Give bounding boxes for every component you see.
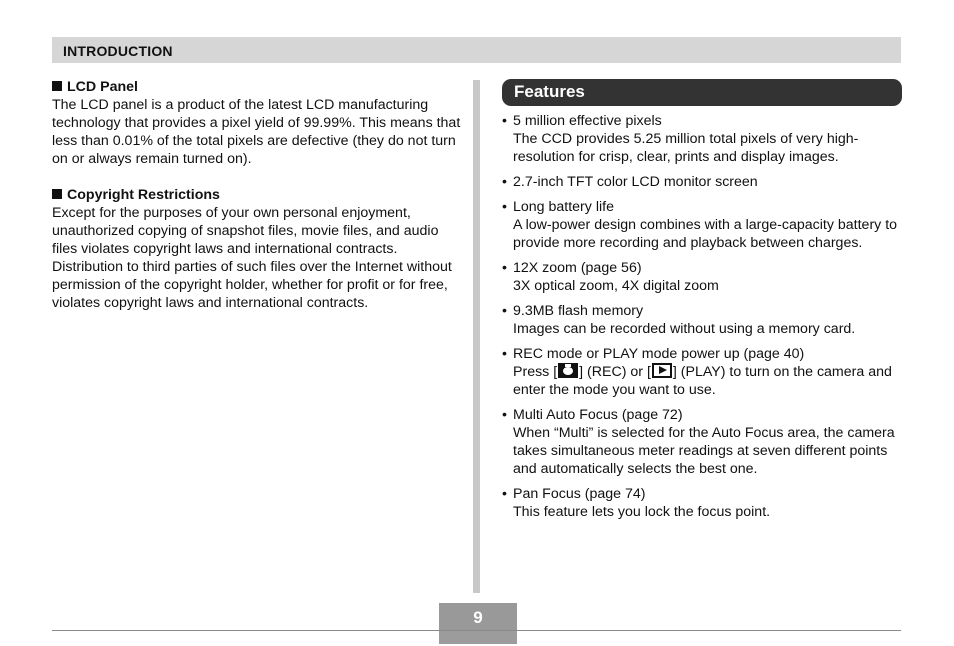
- page-number: 9: [473, 608, 483, 627]
- feature-desc: When “Multi” is selected for the Auto Focus area, the camera takes simultaneous meter readings at seven different points and automatically selects the best one.: [513, 425, 895, 477]
- features-header-bar: [502, 79, 902, 106]
- feature-item: • REC mode or PLAY mode power up (page 40) Press [ ] (REC) or [ ] (PLAY) to turn on the camera and enter the mode you want to use.: [502, 345, 902, 399]
- left-column: [52, 78, 462, 330]
- feature-desc: A low-power design combines with a large-capacity battery to provide more recording and playback between charges.: [513, 217, 898, 251]
- feature-desc: The CCD provides 5.25 million total pixels of very high-resolution for crisp, clear, prints and display images.: [513, 131, 859, 165]
- feature-desc: Press [ ] (REC) or [ ] (PLAY) to turn on the camera and enter the mode you want to use.: [513, 364, 892, 398]
- features-list: [502, 112, 902, 528]
- copyright-para-1: Except for the purposes of your own personal enjoyment, unauthorized copying of snapshot files, movie files, and audio files violates copyright laws and international contracts.: [52, 205, 439, 257]
- square-bullet-icon: [52, 189, 62, 199]
- footer-rule: [52, 630, 901, 631]
- page-number-box: [439, 603, 517, 644]
- feature-desc: Images can be recorded without using a memory card.: [513, 321, 856, 337]
- feature-desc: 3X optical zoom, 4X digital zoom: [513, 278, 719, 294]
- feature-item: • 2.7-inch TFT color LCD monitor screen: [502, 174, 758, 190]
- feature-label: 9.3MB flash memory: [513, 303, 644, 319]
- section-title: INTRODUCTION: [63, 43, 173, 59]
- lcd-panel-heading: LCD Panel: [52, 78, 462, 96]
- feature-label: Pan Focus (page 74): [513, 486, 646, 502]
- feature-item: • Long battery life A low-power design combines with a large-capacity battery to provide more recording and playback between charges.: [502, 198, 902, 252]
- feature-label: 5 million effective pixels: [513, 113, 662, 129]
- copyright-para-2: Distribution to third parties of such files over the Internet without permission of the copyright holder, whether for profit or for free, violates copyright laws and international contracts.: [52, 259, 452, 311]
- copyright-heading: Copyright Restrictions: [52, 186, 462, 204]
- feature-label: Multi Auto Focus (page 72): [513, 407, 683, 423]
- feature-desc: This feature lets you lock the focus point.: [513, 504, 771, 520]
- camera-icon: [558, 363, 578, 378]
- column-divider: [473, 80, 480, 593]
- features-title: Features: [514, 82, 585, 101]
- copyright-section: [52, 186, 462, 312]
- feature-item: • 12X zoom (page 56) 3X optical zoom, 4X digital zoom: [502, 259, 902, 295]
- feature-label: 2.7-inch TFT color LCD monitor screen: [513, 174, 758, 190]
- feature-label: Long battery life: [513, 199, 614, 215]
- feature-item: • 5 million effective pixels The CCD provides 5.25 million total pixels of very high-resolution for crisp, clear, prints and display images.: [502, 112, 902, 166]
- feature-label: REC mode or PLAY mode power up (page 40): [513, 346, 805, 362]
- feature-item: • Pan Focus (page 74) This feature lets you lock the focus point.: [502, 485, 902, 521]
- feature-item: • 9.3MB flash memory Images can be recorded without using a memory card.: [502, 302, 902, 338]
- play-icon: [652, 363, 672, 378]
- header-bar: [52, 37, 901, 63]
- square-bullet-icon: [52, 81, 62, 91]
- feature-label: 12X zoom (page 56): [513, 260, 642, 276]
- lcd-panel-section: [52, 78, 462, 168]
- feature-item: • Multi Auto Focus (page 72) When “Multi” is selected for the Auto Focus area, the camera takes simultaneous meter readings at seven different points and automatically selects the best one.: [502, 406, 902, 478]
- lcd-panel-body: The LCD panel is a product of the latest LCD manufacturing technology that provides a pixel yield of 99.99%. This means that less than 0.01% of the total pixels are defective (they do not turn on or always remain turned on).: [52, 97, 461, 167]
